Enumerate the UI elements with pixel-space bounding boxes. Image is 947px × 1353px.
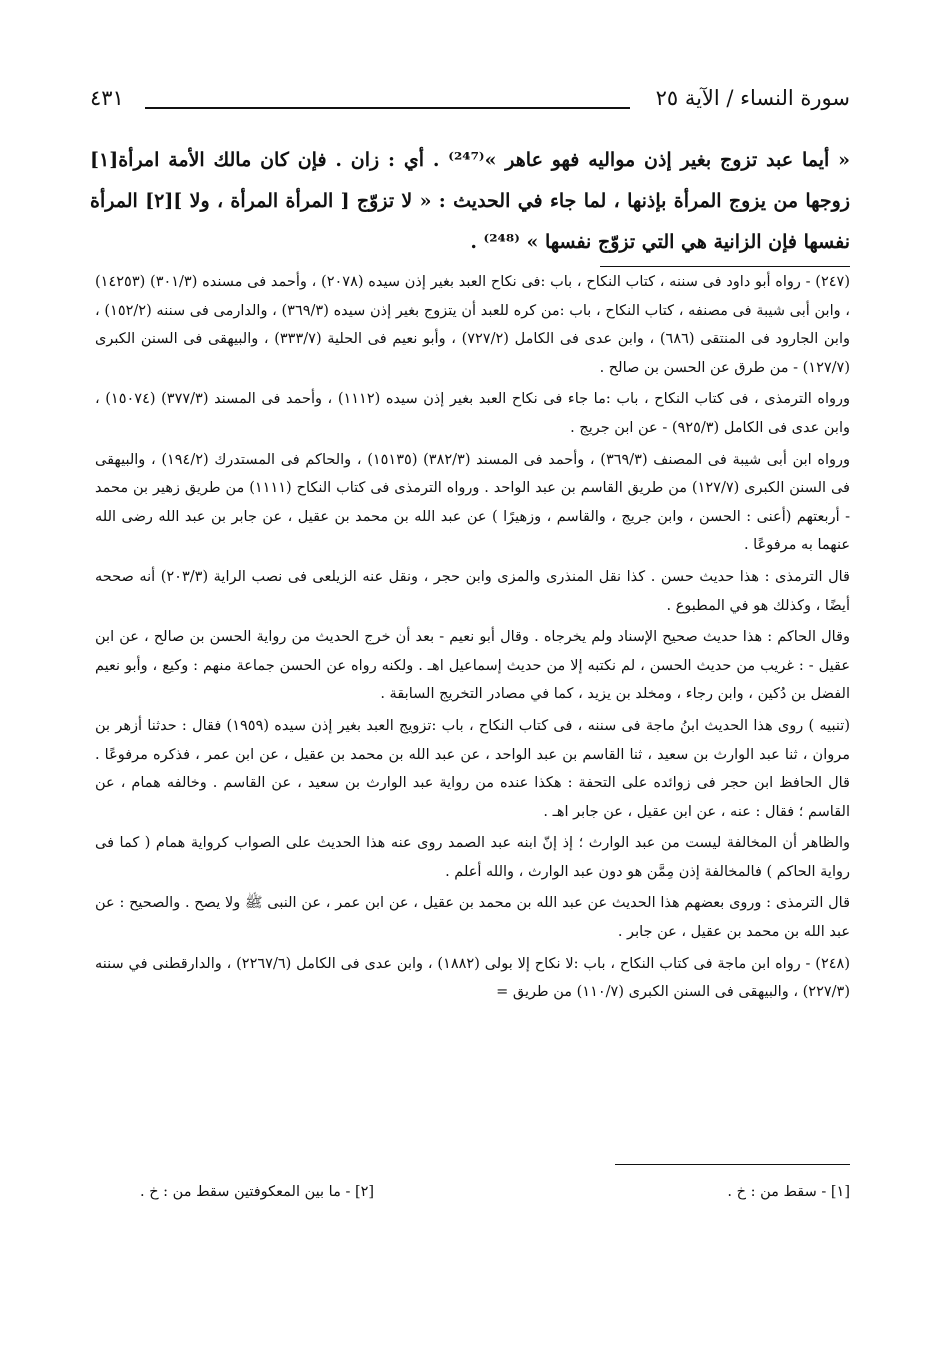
footnote-paragraph: قال الترمذى : وروى بعضهم هذا الحديث عن عبد الله بن محمد بن عقيل ، عن ابن عمر ، عن النبى ﷺ ولا يصح . والصحيح : عن عبد الله بن محمد بن عقيل ، عن جابر . bbox=[95, 895, 850, 941]
footnote-paragraph: (٢٤٨) - رواه ابن ماجة فى كتاب النكاح ، باب :لا نكاح إلا بولى (١٨٨٢) ، وابن عدى فى الكامل (٢٢٦٧/٦) ، والدارقطنى في سننه (٢٢٧/٣) ، والبيهقى فى السنن الكبرى (١١٠/٧) من طريق = bbox=[95, 955, 850, 1001]
footnote-paragraph: قال الترمذى : هذا حديث حسن . كذا نقل المنذرى والمزى وابن حجر ، ونقل عنه الزيلعى فى نصب الراية (٢٠٣/٣) أنه صححه أيضًا ، وكذلك هو في المطبوع . bbox=[95, 568, 850, 614]
footnotes bbox=[95, 268, 850, 1010]
page-number: ٤٣١ bbox=[90, 86, 124, 110]
page-header bbox=[90, 86, 850, 122]
main-paragraph: « أيما عبد تزوج بغير إذن مواليه فهو عاهر »⁽²⁴⁷⁾ . أي : زان . فإن كان مالك الأمة امرأة[١] زوجها من يزوج المرأة بإذنها ، لما جاء في الحديث : « لا تزوّج [ المرأة المرأة ، ولا ][٢] المرأة نفسها فإن الزانية هي التي تزوّج نفسها » ⁽²⁴⁸⁾ . bbox=[90, 149, 850, 253]
footnote-paragraph: (تنبيه ) روى هذا الحديث ابنُ ماجة فى سننه ، فى كتاب النكاح ، باب :تزويج العبد بغير إذن سيده (١٩٥٩) فقال : حدثنا أزهر بن مروان ، ثنا عبد الوارث بن سعيد ، ثنا القاسم بن عبد الواحد ، عن عبد الله بن محمد بن عقيل ، عن ابن عمر ، فذكره مرفوعًا . قال الحافظ ابن حجر فى زوائده على التحفة : هكذا عنده من رواية عبد الوارث بن سعيد ، عن القاسم . وخالفه همام ، عن القاسم ؛ فقال : عنه ، عن ابن عقيل ، عن جابر اهـ . bbox=[95, 717, 850, 820]
apparatus-note: [١] - سقط من : خ . bbox=[727, 1184, 850, 1200]
surah-title: سورة النساء / الآية ٢٥ bbox=[655, 86, 850, 110]
apparatus-separator bbox=[615, 1164, 850, 1165]
footnote-paragraph: ورواه ابن أبى شيبة فى المصنف (٣٦٩/٣) ، وأحمد فى المسند (٣٨٢/٣) (١٥١٣٥) ، والحاكم فى المستدرك (١٩٤/٢) ، والبيهقى فى السنن الكبرى (١٢٧/٧) من طريق القاسم بن عبد الواحد . ورواه الترمذى فى كتاب النكاح (١١١١) من طريق زهير بن محمد - أربعتهم (أعنى : الحسن ، وابن جريج ، والقاسم ، وزهيرًا ) عن عبد الله بن محمد بن عقيل ، عن جابر بن عبد الله رضى الله عنهما به مرفوعًا . bbox=[95, 451, 851, 554]
footnote-paragraph: ورواه الترمذى ، فى كتاب النكاح ، باب :ما جاء فى نكاح العبد بغير إذن سيده (١١١٢) ، وأحمد فى المسند (٣٧٧/٣) (١٥٠٧٤) ، وابن عدى فى الكامل (٩٢٥/٣) - عن ابن جريج . bbox=[95, 391, 850, 436]
footnote-paragraph: وقال الحاكم : هذا حديث صحيح الإسناد ولم يخرجاه . وقال أبو نعيم - بعد أن خرج الحديث من رواية الحسن بن صالح ، عن ابن عقيل - : غريب من حديث الحسن ، لم نكتبه إلا من حديث إسماعيل اهـ . ولكنه رواه عن الحسن جماعة منهم : وكيع ، وأبو نعيم الفضل بن دُكين ، وابن رجاء ، ومخلد بن يزيد ، كما في مصادر التخريج السابقة . bbox=[95, 629, 850, 703]
apparatus-note: [٢] - ما بين المعكوفتين سقط من : خ . bbox=[140, 1184, 375, 1200]
footnote-separator bbox=[600, 266, 850, 267]
footnote-paragraph: (٢٤٧) - رواه أبو داود فى سننه ، كتاب النكاح ، باب :فى نكاح العبد بغير إذن سيده (٢٠٧٨) ، وأحمد فى مسنده (٣٠١/٣) (١٤٢٥٣) ، وابن أبى شيبة فى مصنفه ، كتاب النكاح ، باب :من كره للعبد أن يتزوج بغير إذن سيده (٣٦٩/٣) ، والدارمى فى سننه (١٥٢/٢) ، وابن الجارود فى المنتقى (٦٨٦) ، وابن عدى فى الكامل (٧٢٧/٢) ، وأبو نعيم فى الحلية (٣٣٣/٧) ، والبيهقى فى السنن الكبرى (١٢٧/٧) - من طرق عن الحسن بن صالح . bbox=[95, 274, 850, 376]
footnote-paragraph: والظاهر أن المخالفة ليست من عبد الوارث ؛ إذ إنّ ابنه عبد الصمد روى عنه هذا الحديث على الصواب كرواية همام ( كما فى رواية الحاكم ) فالمخالفة إذن مِمَّن هو دون عبد الوارث ، والله أعلم . bbox=[95, 835, 850, 880]
main-text bbox=[90, 140, 850, 263]
header-rule bbox=[145, 107, 630, 109]
